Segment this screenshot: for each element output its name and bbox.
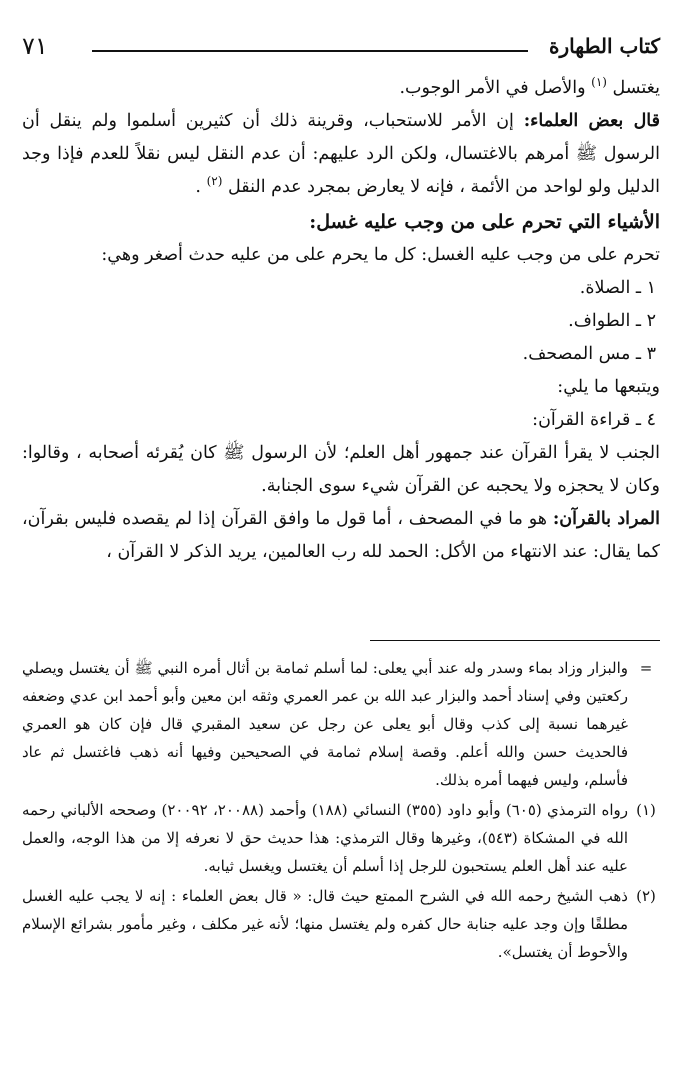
header-rule xyxy=(92,50,528,52)
list-item-2: ٢ ـ الطواف. xyxy=(568,311,656,331)
paragraph-1-rest: والأصل في الأمر الوجوب. xyxy=(399,78,586,98)
footnote-ref-2[interactable]: (٢) xyxy=(206,174,223,189)
follow-text: ويتبعها ما يلي: xyxy=(557,377,660,397)
list-item-3: ٣ ـ مس المصحف. xyxy=(522,344,656,364)
paragraph-2-text: إن الأمر للاستحباب، وقرينة ذلك أن كثيرين أسلموا ولم ينقل أن الرسول ﷺ أمرهم بالاغتسال، ولكن الرد عليهم: أن عدم النقل ليس نقلاً للعدم فإذا وجد الدليل ولو لواحد من الأئمة ، فإنه لا يعارض بمجرد عدم النقل xyxy=(22,111,660,197)
page-header xyxy=(22,30,660,60)
paragraph-1 xyxy=(22,72,660,105)
paragraph-4-text: هو ما في المصحف ، أما قول ما وافق القرآن إذا لم يقصده فليس بقرآن، كما يقال: عند الانتهاء من الأكل: الحمد لله رب العالمين، يريد الذكر لا القرآن ، xyxy=(22,509,660,562)
footnote-mark: (٢) xyxy=(636,887,656,905)
list-item-4: ٤ ـ قراءة القرآن: xyxy=(532,410,656,430)
section-heading: الأشياء التي تحرم على من وجب عليه غسل: xyxy=(309,211,660,233)
paragraph-3: الجنب لا يقرأ القرآن عند جمهور أهل العلم؛ لأن الرسول ﷺ كان يُقرئه أصحابه ، وقالوا: وكان لا يحجزه ولا يحجبه عن القرآن شيء سوى الجنابة. xyxy=(22,443,660,496)
footnote-ref-1[interactable]: (١) xyxy=(591,75,607,90)
footnote-separator xyxy=(370,640,660,641)
footnote-mark: = xyxy=(639,659,653,677)
paragraph-2-lead: قال بعض العلماء: xyxy=(523,111,660,131)
intro-text: تحرم على من وجب عليه الغسل: كل ما يحرم على من عليه حدث أصغر وهي: xyxy=(101,245,660,265)
running-title: كتاب الطهارة xyxy=(549,34,660,58)
main-text xyxy=(22,72,660,569)
footnote-2 xyxy=(22,882,660,966)
list-item-1: ١ ـ الصلاة. xyxy=(579,278,656,298)
footnote-continuation xyxy=(22,654,660,794)
page-number: ٧١ xyxy=(22,32,48,60)
paragraph-4-lead: المراد بالقرآن: xyxy=(552,509,660,529)
paragraph-1-text: يغتسل xyxy=(612,78,660,98)
paragraph-2-end: . xyxy=(195,177,201,197)
footnote-text: والبزار وزاد بماء وسدر وله عند أبي يعلى: لما أسلم ثمامة بن أثال أمره النبي ﷺ أن يغتسل ويصلي ركعتين وفي إسناد أحمد والبزار عبد الله بن عمر العمري وثقه ابن معين وأبو أحمد ابن عدي وضعفه غيرهما نسبة إلى كذب وقال أبو يعلى عن رجل عن سعيد المقبري قال فإن كان هو العمري فالحديث حسن والله أعلم. وقصة إسلام ثمامة في الصحيحين وفيها أنه ذهب فاغتسل ثم عاد فأسلم، وليس فيهما أمره بذلك. xyxy=(22,659,628,789)
footnote-text: ذهب الشيخ رحمه الله في الشرح الممتع حيث قال: « قال بعض العلماء : إنه لا يجب عليه الغسل مطلقًا وإن وجد عليه جنابة حال كفره ولم يغتسل منها؛ لأنه غير مكلف ، وغير مأمور بشرائع الإسلام والأحوط أن يغتسل». xyxy=(22,887,628,961)
paragraph-2 xyxy=(22,105,660,204)
footnote-text: رواه الترمذي (٦٠٥) وأبو داود (٣٥٥) النسائي (١٨٨) وأحمد (٢٠٠٨٨، ٢٠٠٩٢) وصححه الألباني رحمه الله في المشكاة (٥٤٣)، وغيرها وقال الترمذي: هذا حديث حق لا نعرفه إلا من هذا الوجه، والعمل عليه عند أهل العلم يستحبون للرجل إذا أسلم أن يغتسل ويغسل ثيابه. xyxy=(22,801,628,875)
footnote-mark: (١) xyxy=(636,801,656,819)
paragraph-4 xyxy=(22,503,660,569)
footnotes xyxy=(22,654,660,968)
footnote-1 xyxy=(22,796,660,880)
